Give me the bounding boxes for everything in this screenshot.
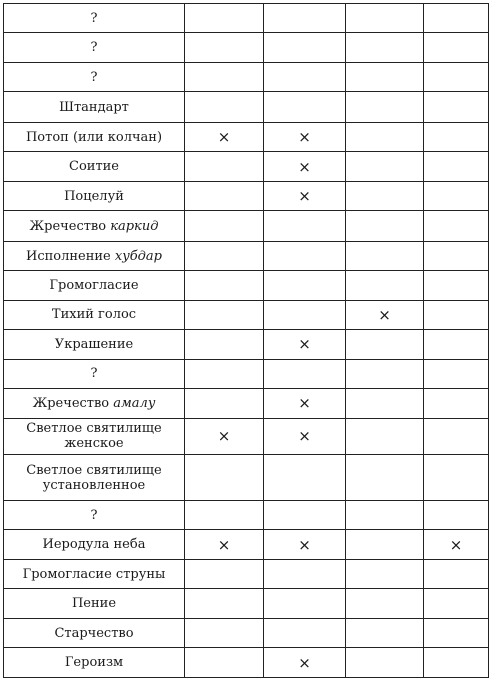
row-label-text: Светлое святилище — [26, 421, 162, 437]
mark-cell — [264, 62, 346, 91]
table-row — [4, 589, 489, 618]
mark-cell — [424, 618, 489, 647]
mark-cell — [264, 589, 346, 618]
mark-cell — [185, 389, 264, 418]
row-label — [4, 500, 185, 529]
mark-cell — [185, 92, 264, 122]
mark-cell — [264, 4, 346, 33]
row-label — [4, 589, 185, 618]
mark-cell — [185, 500, 264, 529]
row-label — [4, 455, 185, 501]
row-label-text: Громогласие — [49, 277, 139, 293]
mark-cell — [264, 300, 346, 329]
row-label — [4, 418, 185, 455]
row-label-text: ? — [90, 366, 98, 382]
mark-cell — [264, 618, 346, 647]
mark-cell — [424, 648, 489, 678]
mark-cell — [424, 300, 489, 329]
row-label-text: Тихий голос — [51, 307, 137, 323]
row-label — [4, 330, 185, 359]
row-label — [4, 271, 185, 300]
table-row — [4, 648, 489, 678]
table-row — [4, 330, 489, 359]
row-label — [4, 389, 185, 418]
mark-cell — [346, 152, 424, 181]
table-row — [4, 455, 489, 501]
mark-cell — [185, 618, 264, 647]
table-row — [4, 122, 489, 151]
row-label-text: Иеродула неба — [42, 537, 146, 553]
mark-cell — [346, 589, 424, 618]
mark-cell — [185, 300, 264, 329]
mark-cell — [346, 271, 424, 300]
row-label-text: Украшение — [54, 336, 134, 352]
mark-cell — [185, 330, 264, 359]
row-label — [4, 122, 185, 151]
row-label-text: ? — [90, 507, 98, 523]
table-row — [4, 530, 489, 559]
mark-cell — [264, 92, 346, 122]
mark-cell — [346, 4, 424, 33]
mark-cell — [424, 359, 489, 388]
mark-cell — [185, 559, 264, 588]
mark-cell — [424, 455, 489, 501]
mark-cell: × — [185, 530, 264, 559]
row-label — [4, 92, 185, 122]
table-row — [4, 389, 489, 418]
mark-cell — [185, 455, 264, 501]
table-row — [4, 359, 489, 388]
mark-cell — [424, 181, 489, 210]
mark-cell — [346, 418, 424, 455]
mark-cell: × — [424, 530, 489, 559]
mark-cell — [346, 530, 424, 559]
row-label-italic: амалу — [113, 395, 156, 411]
mark-cell — [424, 589, 489, 618]
row-label-text: Штандарт — [59, 99, 129, 115]
row-label-text: Старчество — [54, 625, 134, 641]
table-row — [4, 300, 489, 329]
mark-cell: × — [264, 152, 346, 181]
mark-cell — [424, 500, 489, 529]
mark-cell: × — [264, 648, 346, 678]
table-row — [4, 418, 489, 455]
mark-cell — [424, 211, 489, 241]
row-label — [4, 618, 185, 647]
row-label-text: Соитие — [69, 159, 119, 175]
mark-cell — [185, 152, 264, 181]
mark-cell — [346, 389, 424, 418]
mark-cell: × — [264, 389, 346, 418]
table-row — [4, 500, 489, 529]
row-label-italic: каркид — [110, 218, 159, 234]
mark-cell — [264, 500, 346, 529]
row-label-text: Жречество — [29, 218, 107, 234]
mark-cell — [424, 4, 489, 33]
mark-cell — [185, 62, 264, 91]
mark-cell — [346, 181, 424, 210]
row-label — [4, 241, 185, 270]
row-label — [4, 152, 185, 181]
row-label — [4, 33, 185, 62]
mark-cell — [424, 389, 489, 418]
mark-cell — [185, 33, 264, 62]
mark-cell — [424, 330, 489, 359]
table-row — [4, 4, 489, 33]
table-row — [4, 618, 489, 647]
row-label — [4, 181, 185, 210]
row-label-text: Поцелуй — [64, 188, 124, 204]
mark-cell — [346, 241, 424, 270]
mark-cell: × — [346, 300, 424, 329]
row-label — [4, 559, 185, 588]
mark-cell — [264, 33, 346, 62]
attribute-table — [3, 3, 489, 678]
row-label-line2: установленное — [42, 477, 146, 493]
mark-cell — [346, 122, 424, 151]
row-label — [4, 648, 185, 678]
mark-cell — [424, 62, 489, 91]
table-row — [4, 211, 489, 241]
mark-cell — [264, 455, 346, 501]
table-row — [4, 241, 489, 270]
table-row — [4, 181, 489, 210]
mark-cell — [346, 559, 424, 588]
mark-cell — [346, 211, 424, 241]
mark-cell — [346, 618, 424, 647]
mark-cell — [346, 500, 424, 529]
table-row — [4, 33, 489, 62]
row-label-text: ? — [90, 10, 98, 26]
row-label-text: Героизм — [64, 655, 124, 671]
row-label-text: Громогласие струны — [22, 566, 166, 582]
row-label-italic: хубдар — [114, 248, 162, 264]
mark-cell — [264, 359, 346, 388]
mark-cell — [424, 559, 489, 588]
row-label — [4, 359, 185, 388]
mark-cell — [264, 241, 346, 270]
mark-cell — [185, 241, 264, 270]
table-row — [4, 559, 489, 588]
row-label-text: Исполнение — [25, 248, 111, 264]
mark-cell: × — [264, 122, 346, 151]
row-label-text: Пение — [71, 596, 117, 612]
mark-cell — [346, 330, 424, 359]
mark-cell — [185, 589, 264, 618]
row-label — [4, 4, 185, 33]
mark-cell — [346, 33, 424, 62]
mark-cell — [424, 271, 489, 300]
mark-cell — [346, 648, 424, 678]
mark-cell — [346, 62, 424, 91]
row-label-text: Жречество — [32, 395, 110, 411]
mark-cell — [264, 211, 346, 241]
mark-cell — [346, 359, 424, 388]
mark-cell — [264, 559, 346, 588]
mark-cell — [424, 92, 489, 122]
mark-cell — [185, 359, 264, 388]
mark-cell: × — [264, 530, 346, 559]
row-label-line2: женское — [64, 436, 124, 452]
mark-cell — [424, 152, 489, 181]
row-label — [4, 530, 185, 559]
row-label-text: Потоп (или колчан) — [25, 129, 163, 145]
mark-cell — [185, 211, 264, 241]
row-label-text: ? — [90, 69, 98, 85]
row-label — [4, 211, 185, 241]
mark-cell: × — [185, 418, 264, 455]
row-label — [4, 300, 185, 329]
mark-cell: × — [264, 181, 346, 210]
mark-cell — [185, 271, 264, 300]
mark-cell — [424, 241, 489, 270]
mark-cell — [185, 648, 264, 678]
mark-cell — [185, 181, 264, 210]
table-row — [4, 92, 489, 122]
mark-cell — [264, 271, 346, 300]
table-row — [4, 152, 489, 181]
mark-cell: × — [264, 418, 346, 455]
table-row — [4, 271, 489, 300]
mark-cell — [346, 92, 424, 122]
mark-cell — [346, 455, 424, 501]
row-label-text: ? — [90, 40, 98, 56]
mark-cell — [185, 4, 264, 33]
mark-cell — [424, 122, 489, 151]
mark-cell — [424, 418, 489, 455]
table-row — [4, 62, 489, 91]
mark-cell: × — [185, 122, 264, 151]
row-label-text: Светлое святилище — [26, 462, 162, 478]
row-label — [4, 62, 185, 91]
mark-cell — [424, 33, 489, 62]
mark-cell: × — [264, 330, 346, 359]
